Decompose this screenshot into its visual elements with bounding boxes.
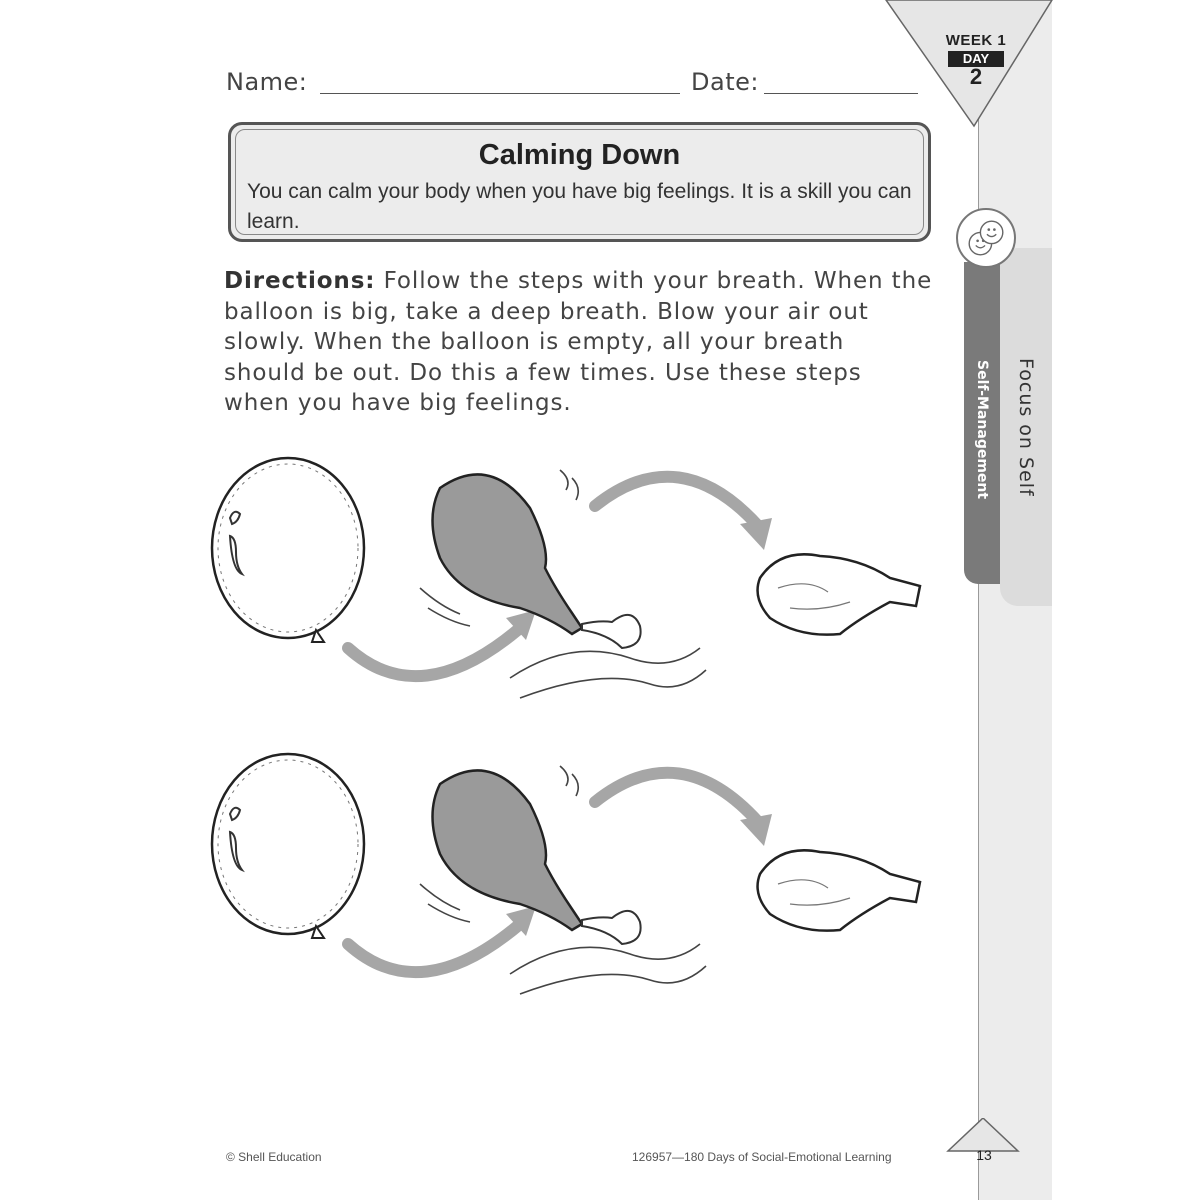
directions-label: Directions: <box>224 268 376 294</box>
empty-balloon-icon <box>758 554 920 634</box>
footer-publisher: © Shell Education <box>226 1150 322 1164</box>
day-label: DAY <box>948 51 1004 67</box>
lesson-title: Calming Down <box>478 139 681 171</box>
balloon-breathing-steps-1 <box>200 448 940 718</box>
week-label: WEEK 1 <box>945 32 1007 49</box>
lesson-box <box>228 122 931 242</box>
day-number: 2 <box>969 64 983 89</box>
arrow-2 <box>595 477 760 528</box>
arrow-2 <box>595 773 760 824</box>
smiley-faces-icon <box>956 208 1016 268</box>
arrow-1 <box>348 924 520 972</box>
name-field[interactable] <box>320 93 680 94</box>
balloon-breathing-steps-2 <box>200 744 940 1014</box>
empty-balloon-icon <box>758 850 920 930</box>
arrow-1 <box>348 628 520 676</box>
category-tab-label: Self-Management <box>974 360 990 500</box>
lesson-description: You can calm your body when you have big feelings. It is a skill you can learn. <box>247 180 912 233</box>
name-label: Name: <box>226 68 308 96</box>
focus-tab-label: Focus on Self <box>1015 357 1037 497</box>
arrow-2-head <box>740 518 772 550</box>
directions-text: Follow the steps with your breath. When the balloon is big, take a deep breath. Blow your air out slowly. When the balloon is empty, all your breath should be out. Do this a few times. Use these steps when you have big feelings. <box>224 268 933 416</box>
directions <box>224 266 934 419</box>
date-label: Date: <box>691 68 759 96</box>
date-field[interactable] <box>764 93 918 94</box>
page-edge <box>1052 0 1200 1200</box>
name-date-row <box>226 68 926 98</box>
full-balloon-icon <box>212 754 364 938</box>
arrow-2-head <box>740 814 772 846</box>
full-balloon-icon <box>212 458 364 642</box>
footer-book-title: 126957—180 Days of Social-Emotional Learning <box>632 1150 892 1164</box>
page-number: 13 <box>976 1147 992 1163</box>
